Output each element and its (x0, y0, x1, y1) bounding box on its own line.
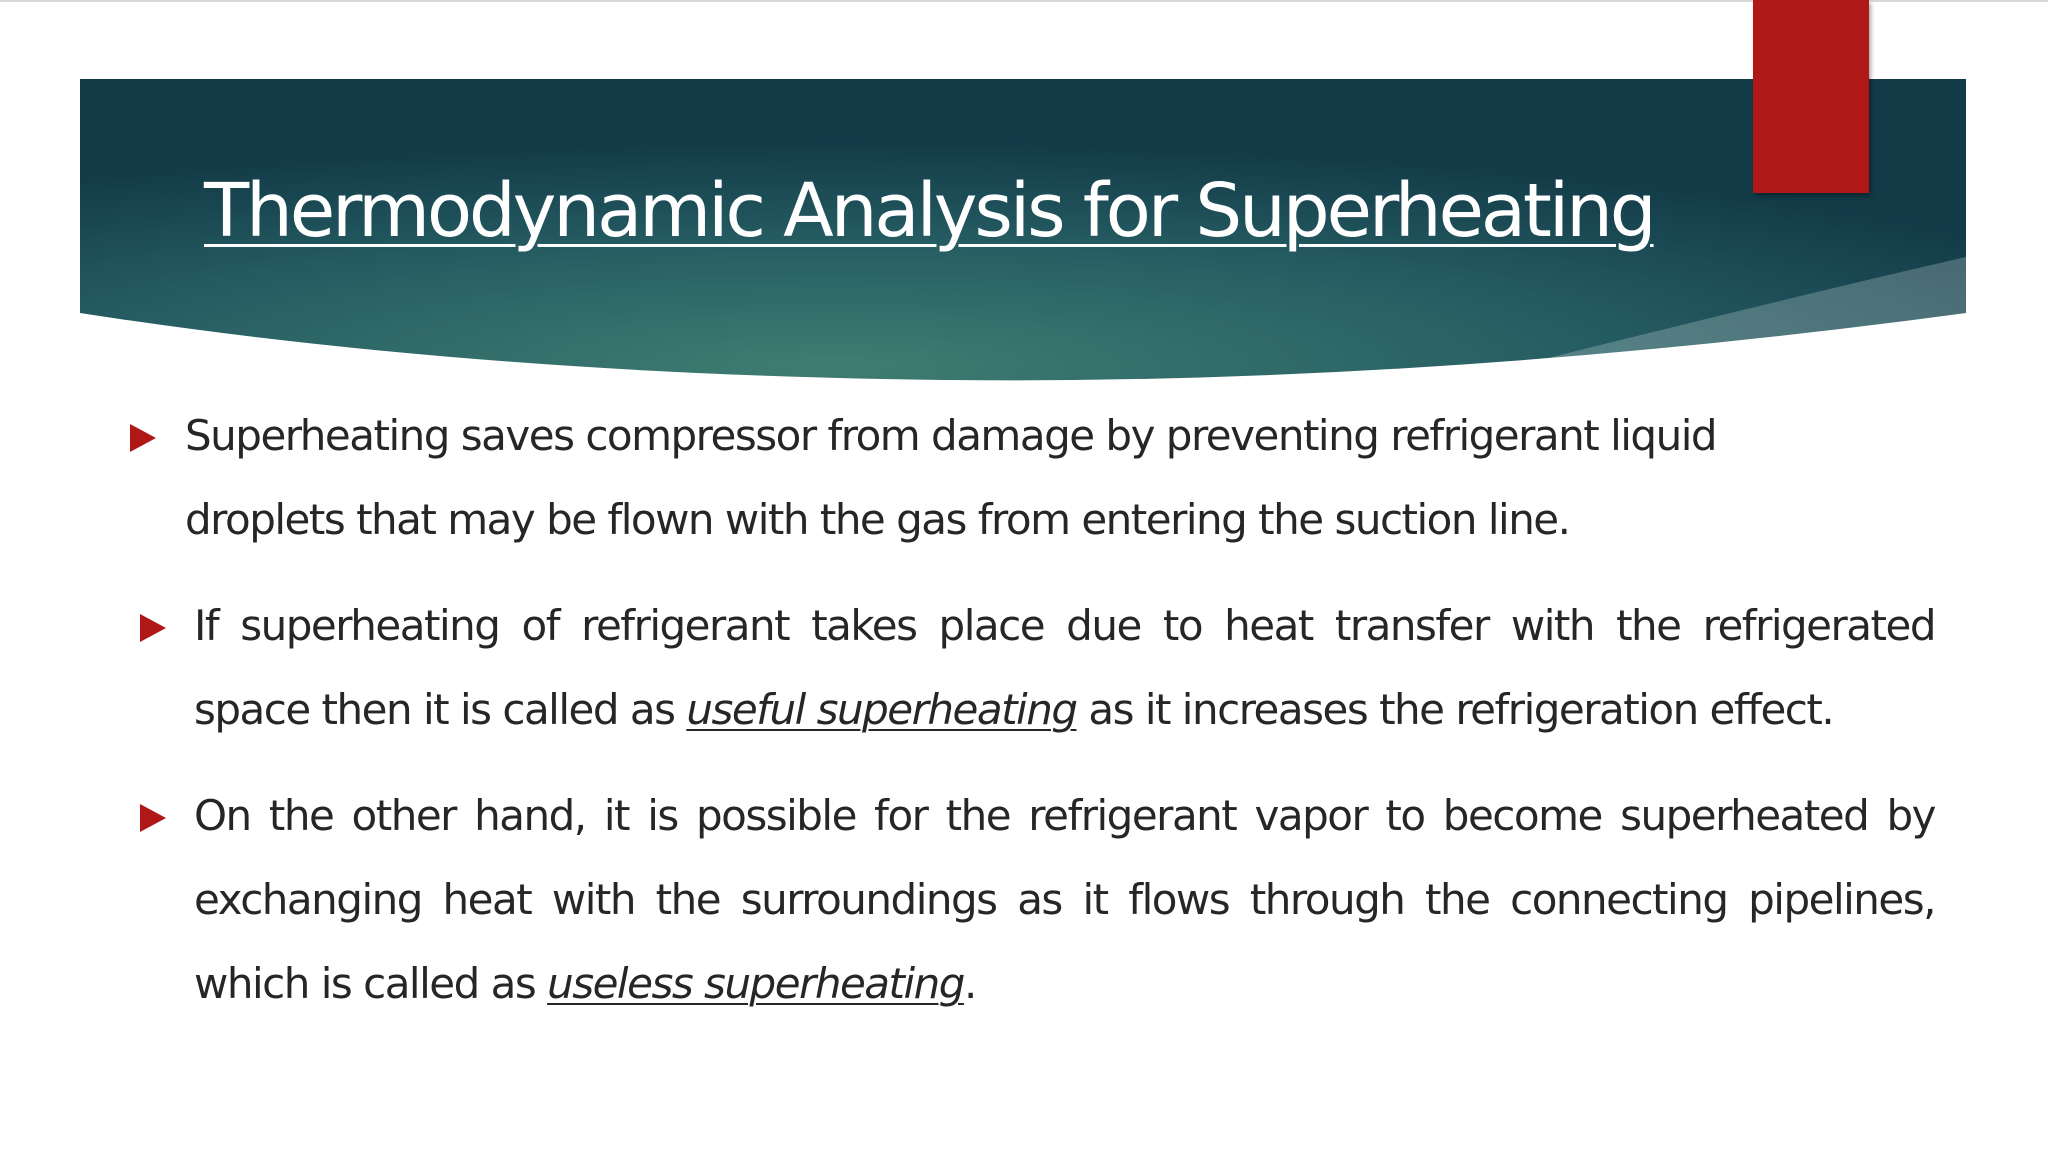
useless-superheating-emphasis: useless superheating (547, 959, 964, 1008)
bullet-arrow-icon (130, 424, 156, 452)
red-bookmark-tab (1753, 0, 1869, 193)
bullet-2-text-end: as it increases the refrigeration effect. (1076, 685, 1834, 734)
bullet-text-3 (194, 774, 1935, 1026)
bullet-3-text-end: . (963, 959, 976, 1008)
bullet-arrow-icon (140, 614, 166, 642)
bullet-text-1 (185, 394, 1825, 562)
bullet-arrow-icon (140, 804, 166, 832)
bullet-3-text-start: On the other hand, it is possible for the refrigerant vapor to become superheated by exchanging heat with the surroundings as it flows through the connecting pipelines, which is called as (194, 791, 1935, 1008)
bullet-1-text: Superheating saves compressor from damage by preventing refrigerant liquid droplets that may be flown with the gas from entering the suction line. (185, 411, 1717, 544)
bullet-2-text-start: If superheating of refrigerant takes place due to heat transfer with the refrigerated space then it is called as (194, 601, 1935, 734)
slide-title: Thermodynamic Analysis for Superheating (204, 168, 1654, 254)
bullet-text-2 (194, 584, 1935, 752)
useful-superheating-emphasis: useful superheating (686, 685, 1077, 734)
